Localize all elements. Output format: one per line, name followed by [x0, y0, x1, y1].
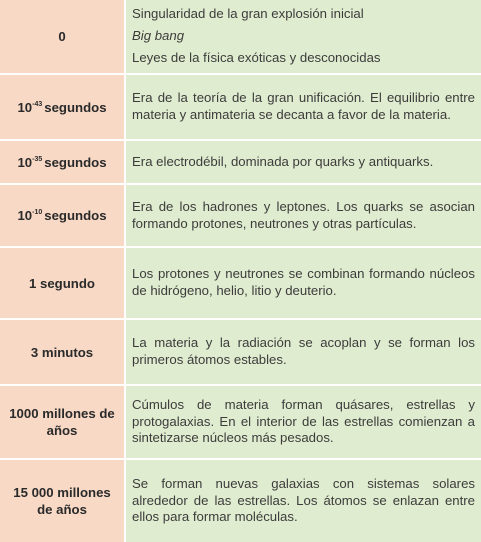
time-label — [17, 207, 106, 224]
time-cell — [0, 460, 124, 542]
time-cell — [0, 141, 124, 183]
table-row — [0, 141, 481, 185]
description-text: Era electrodébil, dominada por quarks y antiquarks. — [132, 153, 434, 169]
time-cell — [0, 386, 124, 458]
description-line: Leyes de la física exóticas y desconocidas — [132, 50, 381, 66]
time-cell — [0, 320, 124, 384]
description-cell — [124, 75, 481, 139]
table-row — [0, 0, 481, 75]
time-exponent: -10 — [32, 209, 43, 216]
time-cell — [0, 248, 124, 318]
time-label: 0 — [58, 29, 66, 44]
description-line: Singularidad de la gran explosión inicial — [132, 5, 364, 21]
description-cell — [124, 185, 481, 246]
time-cell — [0, 185, 124, 246]
table-row — [0, 320, 481, 386]
time-label: 1000 millones de años — [9, 406, 115, 438]
time-exponent: -43 — [32, 100, 43, 108]
time-label: 3 minutos — [30, 344, 94, 360]
time-base: 10 — [17, 208, 33, 223]
description-cell — [124, 320, 481, 384]
description-cell — [124, 0, 481, 73]
time-unit: segundos — [44, 99, 107, 115]
time-unit: segundos — [44, 208, 107, 223]
description-text: Era de la teoría de la gran unificación. El equilibrio entre materia y antimateria se decanta a favor de la materia. — [132, 90, 475, 122]
table-row — [0, 248, 481, 320]
table-row — [0, 75, 481, 141]
description-cell — [124, 386, 481, 458]
time-label — [17, 99, 106, 116]
time-exponent: -35 — [32, 155, 43, 163]
time-cell — [0, 75, 124, 139]
description-text: Los protones y neutrones se combinan formando núcleos de hidrógeno, helio, litio y deuterio. — [132, 266, 475, 298]
time-unit: segundos — [44, 154, 107, 170]
time-cell — [0, 0, 124, 73]
table-row — [0, 460, 481, 542]
table-row — [0, 185, 481, 248]
time-label: 1 segundo — [29, 275, 95, 291]
time-base: 10 — [17, 154, 33, 170]
time-label: 15 000 millones de años — [13, 485, 111, 517]
description-cell — [124, 460, 481, 542]
description-cell — [124, 141, 481, 183]
description-line: Big bang — [132, 28, 185, 44]
description-text: Era de los hadrones y leptones. Los quarks se asocian formando protones, neutrones y otras partículas. — [132, 198, 475, 231]
description-text: La materia y la radiación se acoplan y se forman los primeros átomos estables. — [132, 335, 475, 367]
description-text: Se forman nuevas galaxias con sistemas solares alrededor de las estrellas. Los átomos se enlazan entre ellos para formar moléculas. — [132, 475, 475, 525]
time-label — [17, 154, 106, 171]
description-cell — [124, 248, 481, 318]
table-row — [0, 386, 481, 460]
time-base: 10 — [17, 99, 33, 115]
description-text: Cúmulos de materia forman quásares, estrellas y protogalaxias. En el interior de las estrellas comienzan a sintetizarse núcleos más pesados. — [132, 396, 475, 446]
